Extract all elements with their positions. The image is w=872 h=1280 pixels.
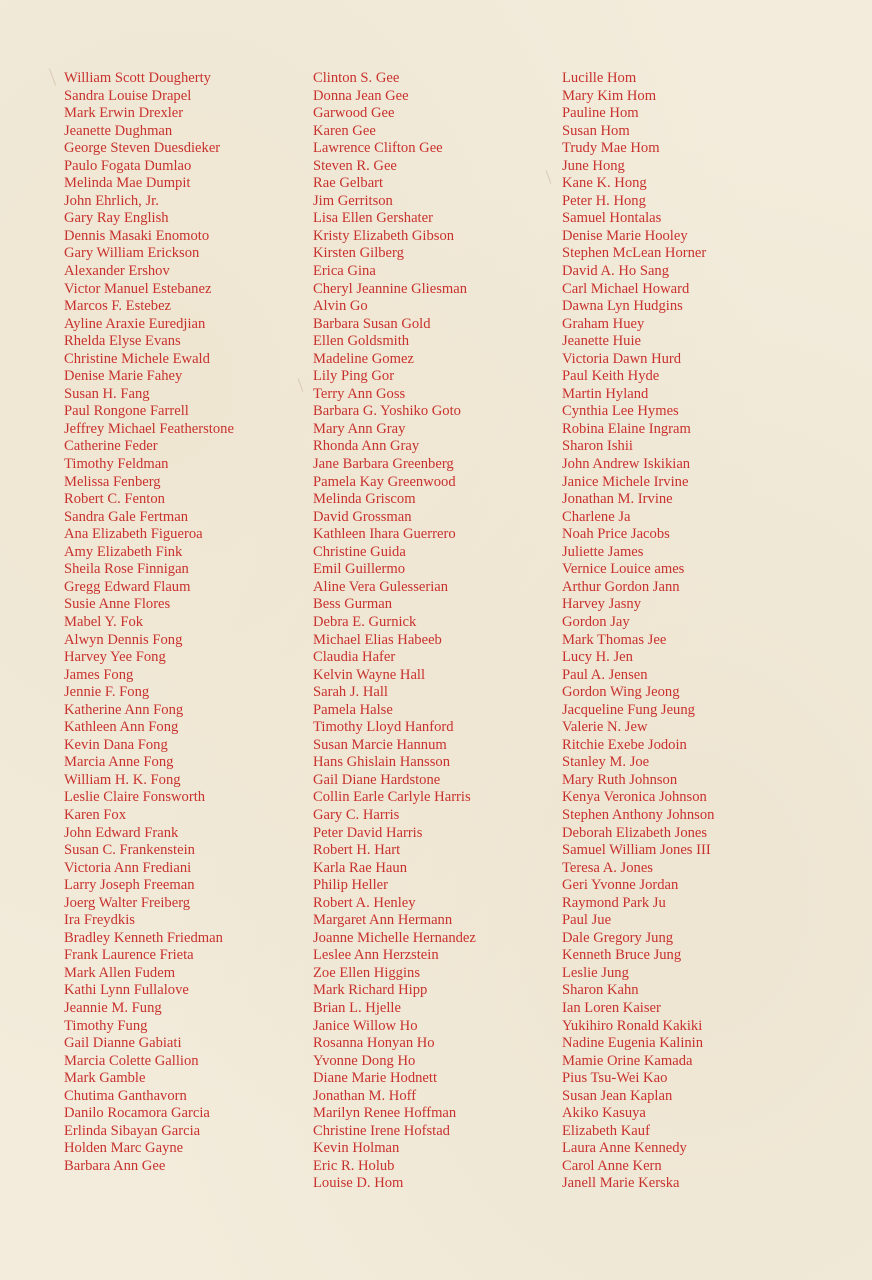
- name-entry: Brian L. Hjelle: [313, 999, 401, 1016]
- name-entry: Sheila Rose Finnigan: [64, 561, 189, 578]
- name-entry: Kevin Holman: [313, 1140, 400, 1157]
- name-entry: Kenya Veronica Johnson: [562, 789, 707, 806]
- name-entry: Pamela Kay Greenwood: [313, 473, 456, 490]
- name-entry: Kristy Elizabeth Gibson: [313, 227, 455, 244]
- name-entry: Mark Thomas Jee: [562, 631, 667, 648]
- name-entry: Geri Yvonne Jordan: [562, 877, 679, 894]
- name-entry: Kathleen Ann Fong: [64, 719, 179, 736]
- name-entry: Rhonda Ann Gray: [313, 438, 420, 455]
- name-entry: Susan Jean Kaplan: [562, 1087, 673, 1104]
- name-entry: Carl Michael Howard: [562, 280, 690, 297]
- name-entry: Ian Loren Kaiser: [562, 999, 661, 1016]
- name-entry: Jennie F. Fong: [64, 684, 150, 701]
- name-entry: Mark Allen Fudem: [64, 964, 176, 981]
- name-entry: Alwyn Dennis Fong: [64, 631, 183, 648]
- name-entry: Dawna Lyn Hudgins: [562, 298, 683, 315]
- name-entry: Barbara Ann Gee: [64, 1157, 166, 1174]
- name-entry: David Grossman: [313, 508, 412, 525]
- name-entry: Ira Freydkis: [64, 912, 135, 929]
- name-entry: Margaret Ann Hermann: [313, 912, 453, 929]
- name-entry: Rae Gelbart: [313, 175, 384, 192]
- name-entry: Lisa Ellen Gershater: [313, 210, 433, 227]
- name-entry: Leslie Claire Fonsworth: [64, 789, 206, 806]
- name-entry: Terry Ann Goss: [313, 385, 406, 402]
- name-entry: Janice Willow Ho: [313, 1017, 418, 1034]
- name-entry: Frank Laurence Frieta: [64, 947, 194, 964]
- name-entry: Jonathan M. Hoff: [313, 1087, 417, 1104]
- name-entry: Marcia Anne Fong: [64, 754, 174, 771]
- name-entry: Valerie N. Jew: [562, 719, 648, 736]
- name-entry: Jacqueline Fung Jeung: [562, 701, 695, 718]
- name-entry: Madeline Gomez: [313, 350, 414, 367]
- name-entry: Samuel William Jones III: [562, 842, 711, 859]
- name-entry: Collin Earle Carlyle Harris: [313, 789, 471, 806]
- name-entry: Jeannie M. Fung: [64, 999, 162, 1016]
- name-entry: Susan C. Frankenstein: [64, 842, 195, 859]
- name-entry: Emil Guillermo: [313, 561, 406, 578]
- name-entry: Mary Ruth Johnson: [562, 771, 678, 788]
- name-entry: Kenneth Bruce Jung: [562, 947, 682, 964]
- name-entry: Mary Kim Hom: [562, 87, 657, 104]
- name-entry: Kane K. Hong: [562, 175, 647, 192]
- name-entry: James Fong: [64, 666, 134, 683]
- name-entry: Philip Heller: [313, 877, 388, 894]
- name-entry: Holden Marc Gayne: [64, 1140, 184, 1157]
- name-entry: Barbara Susan Gold: [313, 315, 431, 332]
- name-entry: Leslee Ann Herzstein: [313, 947, 439, 964]
- name-entry: Jonathan M. Irvine: [562, 491, 673, 508]
- name-entry: Melissa Fenberg: [64, 473, 161, 490]
- name-entry: Catherine Feder: [64, 438, 158, 455]
- name-entry: Michael Elias Habeeb: [313, 631, 442, 648]
- name-entry: Karen Fox: [64, 806, 127, 823]
- name-entry: Larry Joseph Freeman: [64, 877, 195, 894]
- name-entry: Peter H. Hong: [562, 192, 646, 209]
- name-entry: Aline Vera Gulesserian: [313, 578, 449, 595]
- name-entry: Garwood Gee: [313, 105, 395, 122]
- name-entry: Gordon Wing Jeong: [562, 684, 680, 701]
- name-entry: Sharon Kahn: [562, 982, 639, 999]
- name-entry: Harvey Jasny: [562, 596, 642, 613]
- name-entry: Victor Manuel Estebanez: [64, 280, 212, 297]
- name-entry: Lily Ping Gor: [313, 368, 395, 385]
- name-entry: Mamie Orine Kamada: [562, 1052, 693, 1069]
- name-entry: Gordon Jay: [562, 613, 630, 630]
- name-entry: Sarah J. Hall: [313, 684, 388, 701]
- name-entry: Paul Jue: [562, 912, 612, 929]
- name-entry: Marcia Colette Gallion: [64, 1052, 199, 1069]
- name-entry: Erlinda Sibayan Garcia: [64, 1122, 201, 1139]
- name-entry: Janell Marie Kerska: [562, 1175, 680, 1192]
- name-entry: Deborah Elizabeth Jones: [562, 824, 708, 841]
- name-entry: Sharon Ishii: [562, 438, 633, 455]
- name-entry: Melinda Mae Dumpit: [64, 175, 191, 192]
- name-entry: Marcos F. Estebez: [64, 298, 172, 315]
- name-entry: Trudy Mae Hom: [562, 140, 660, 157]
- name-entry: Timothy Lloyd Hanford: [313, 719, 454, 736]
- name-entry: Gary Ray English: [64, 210, 169, 227]
- name-entry: John Edward Frank: [64, 824, 179, 841]
- name-entry: Mark Gamble: [64, 1070, 146, 1087]
- name-entry: Joanne Michelle Hernandez: [313, 929, 476, 946]
- name-entry: Paul A. Jensen: [562, 666, 648, 683]
- name-entry: Timothy Fung: [64, 1017, 148, 1034]
- name-entry: Stephen McLean Horner: [562, 245, 707, 262]
- name-entry: Christine Irene Hofstad: [313, 1122, 450, 1139]
- name-entry: Debra E. Gurnick: [313, 613, 417, 630]
- name-entry: Amy Elizabeth Fink: [64, 543, 183, 560]
- name-entry: Alvin Go: [313, 298, 368, 315]
- name-entry: Mabel Y. Fok: [64, 613, 144, 630]
- name-entry: Robert C. Fenton: [64, 491, 165, 508]
- name-entry: Gary William Erickson: [64, 245, 200, 262]
- name-entry: Rosanna Honyan Ho: [313, 1035, 435, 1052]
- name-entry: Sandra Louise Drapel: [64, 87, 192, 104]
- name-entry: Peter David Harris: [313, 824, 423, 841]
- name-entry: Dale Gregory Jung: [562, 929, 674, 946]
- name-entry: Joerg Walter Freiberg: [64, 894, 191, 911]
- name-entry: Paul Rongone Farrell: [64, 403, 189, 420]
- name-entry: William H. K. Fong: [64, 771, 181, 788]
- name-entry: Juliette James: [562, 543, 644, 560]
- name-entry: Dennis Masaki Enomoto: [64, 227, 210, 244]
- name-entry: Graham Huey: [562, 315, 645, 332]
- name-entry: Elizabeth Kauf: [562, 1122, 650, 1139]
- name-entry: Susan H. Fang: [64, 385, 150, 402]
- name-entry: Jane Barbara Greenberg: [313, 456, 454, 473]
- name-entry: Kevin Dana Fong: [64, 736, 168, 753]
- name-entry: Jeanette Dughman: [64, 122, 173, 139]
- name-entry: Timothy Feldman: [64, 456, 169, 473]
- name-entry: Louise D. Hom: [313, 1175, 404, 1192]
- name-entry: June Hong: [562, 157, 625, 174]
- name-entry: Susan Marcie Hannum: [313, 736, 447, 753]
- name-column-1: [64, 70, 304, 1175]
- name-entry: Rhelda Elyse Evans: [64, 333, 181, 350]
- name-column-2: [313, 70, 553, 1193]
- name-entry: Leslie Jung: [562, 964, 629, 981]
- name-entry: Carol Anne Kern: [562, 1157, 662, 1174]
- name-entry: Charlene Ja: [562, 508, 631, 525]
- name-entry: Gary C. Harris: [313, 806, 400, 823]
- name-entry: Karen Gee: [313, 122, 376, 139]
- name-entry: Ayline Araxie Euredjian: [64, 315, 206, 332]
- name-entry: Danilo Rocamora Garcia: [64, 1105, 210, 1122]
- name-entry: Gail Diane Hardstone: [313, 771, 441, 788]
- name-entry: Akiko Kasuya: [562, 1105, 646, 1122]
- name-entry: Victoria Dawn Hurd: [562, 350, 682, 367]
- name-entry: Barbara G. Yoshiko Goto: [313, 403, 461, 420]
- name-entry: Claudia Hafer: [313, 649, 396, 666]
- name-entry: Kathleen Ihara Guerrero: [313, 526, 456, 543]
- name-entry: Susan Hom: [562, 122, 630, 139]
- name-entry: Robina Elaine Ingram: [562, 420, 691, 437]
- name-entry: Denise Marie Hooley: [562, 227, 688, 244]
- name-entry: George Steven Duesdieker: [64, 140, 221, 157]
- name-entry: Lucy H. Jen: [562, 649, 633, 666]
- name-entry: Martin Hyland: [562, 385, 649, 402]
- name-entry: Christine Michele Ewald: [64, 350, 210, 367]
- name-entry: Jim Gerritson: [313, 192, 393, 209]
- name-entry: Kathi Lynn Fullalove: [64, 982, 189, 999]
- name-entry: Denise Marie Fahey: [64, 368, 183, 385]
- name-entry: Gail Dianne Gabiati: [64, 1035, 182, 1052]
- name-entry: Stanley M. Joe: [562, 754, 650, 771]
- name-entry: Robert H. Hart: [313, 842, 401, 859]
- name-entry: Christine Guida: [313, 543, 406, 560]
- name-entry: Paulo Fogata Dumlao: [64, 157, 192, 174]
- name-entry: Arthur Gordon Jann: [562, 578, 680, 595]
- name-entry: Pauline Hom: [562, 105, 639, 122]
- name-entry: Janice Michele Irvine: [562, 473, 689, 490]
- name-entry: Kelvin Wayne Hall: [313, 666, 426, 683]
- name-entry: Ritchie Exebe Jodoin: [562, 736, 687, 753]
- name-entry: Pamela Halse: [313, 701, 393, 718]
- name-entry: John Ehrlich, Jr.: [64, 192, 159, 209]
- name-entry: Jeanette Huie: [562, 333, 642, 350]
- name-entry: Yvonne Dong Ho: [313, 1052, 416, 1069]
- name-entry: William Scott Dougherty: [64, 70, 211, 86]
- name-entry: Melinda Griscom: [313, 491, 416, 508]
- name-entry: Samuel Hontalas: [562, 210, 662, 227]
- pencil-check-mark: [49, 68, 56, 85]
- name-entry: Donna Jean Gee: [313, 87, 409, 104]
- name-column-3: [562, 70, 802, 1193]
- name-entry: Erica Gina: [313, 263, 376, 280]
- name-entry: David A. Ho Sang: [562, 263, 670, 280]
- name-entry: Cynthia Lee Hymes: [562, 403, 679, 420]
- name-entry: Eric R. Holub: [313, 1157, 395, 1174]
- name-entry: Lawrence Clifton Gee: [313, 140, 443, 157]
- name-entry: Bradley Kenneth Friedman: [64, 929, 223, 946]
- name-entry: Kirsten Gilberg: [313, 245, 404, 262]
- name-entry: Chutima Ganthavorn: [64, 1087, 187, 1104]
- name-entry: Pius Tsu-Wei Kao: [562, 1070, 668, 1087]
- name-entry: Gregg Edward Flaum: [64, 578, 191, 595]
- name-entry: Karla Rae Haun: [313, 859, 408, 876]
- name-entry: Clinton S. Gee: [313, 70, 400, 86]
- name-entry: Marilyn Renee Hoffman: [313, 1105, 457, 1122]
- name-entry: Nadine Eugenia Kalinin: [562, 1035, 704, 1052]
- name-entry: Katherine Ann Fong: [64, 701, 184, 718]
- name-entry: Ellen Goldsmith: [313, 333, 410, 350]
- name-entry: Paul Keith Hyde: [562, 368, 660, 385]
- name-entry: Bess Gurman: [313, 596, 393, 613]
- name-entry: Stephen Anthony Johnson: [562, 806, 715, 823]
- name-entry: Harvey Yee Fong: [64, 649, 166, 666]
- name-entry: Alexander Ershov: [64, 263, 170, 280]
- name-entry: Zoe Ellen Higgins: [313, 964, 421, 981]
- name-entry: Mark Erwin Drexler: [64, 105, 184, 122]
- name-entry: Noah Price Jacobs: [562, 526, 670, 543]
- name-entry: Susie Anne Flores: [64, 596, 171, 613]
- name-entry: Raymond Park Ju: [562, 894, 666, 911]
- name-entry: Robert A. Henley: [313, 894, 416, 911]
- name-entry: Victoria Ann Frediani: [64, 859, 192, 876]
- name-entry: Sandra Gale Fertman: [64, 508, 189, 525]
- name-entry: Cheryl Jeannine Gliesman: [313, 280, 468, 297]
- name-entry: Mary Ann Gray: [313, 420, 406, 437]
- name-entry: Steven R. Gee: [313, 157, 397, 174]
- name-entry: Laura Anne Kennedy: [562, 1140, 687, 1157]
- name-entry: Lucille Hom: [562, 70, 637, 86]
- name-entry: Jeffrey Michael Featherstone: [64, 420, 234, 437]
- name-entry: Vernice Louice ames: [562, 561, 685, 578]
- name-entry: Yukihiro Ronald Kakiki: [562, 1017, 703, 1034]
- name-entry: Hans Ghislain Hansson: [313, 754, 451, 771]
- name-entry: Teresa A. Jones: [562, 859, 653, 876]
- name-entry: Mark Richard Hipp: [313, 982, 428, 999]
- name-entry: Diane Marie Hodnett: [313, 1070, 438, 1087]
- name-entry: Ana Elizabeth Figueroa: [64, 526, 203, 543]
- name-entry: John Andrew Iskikian: [562, 456, 691, 473]
